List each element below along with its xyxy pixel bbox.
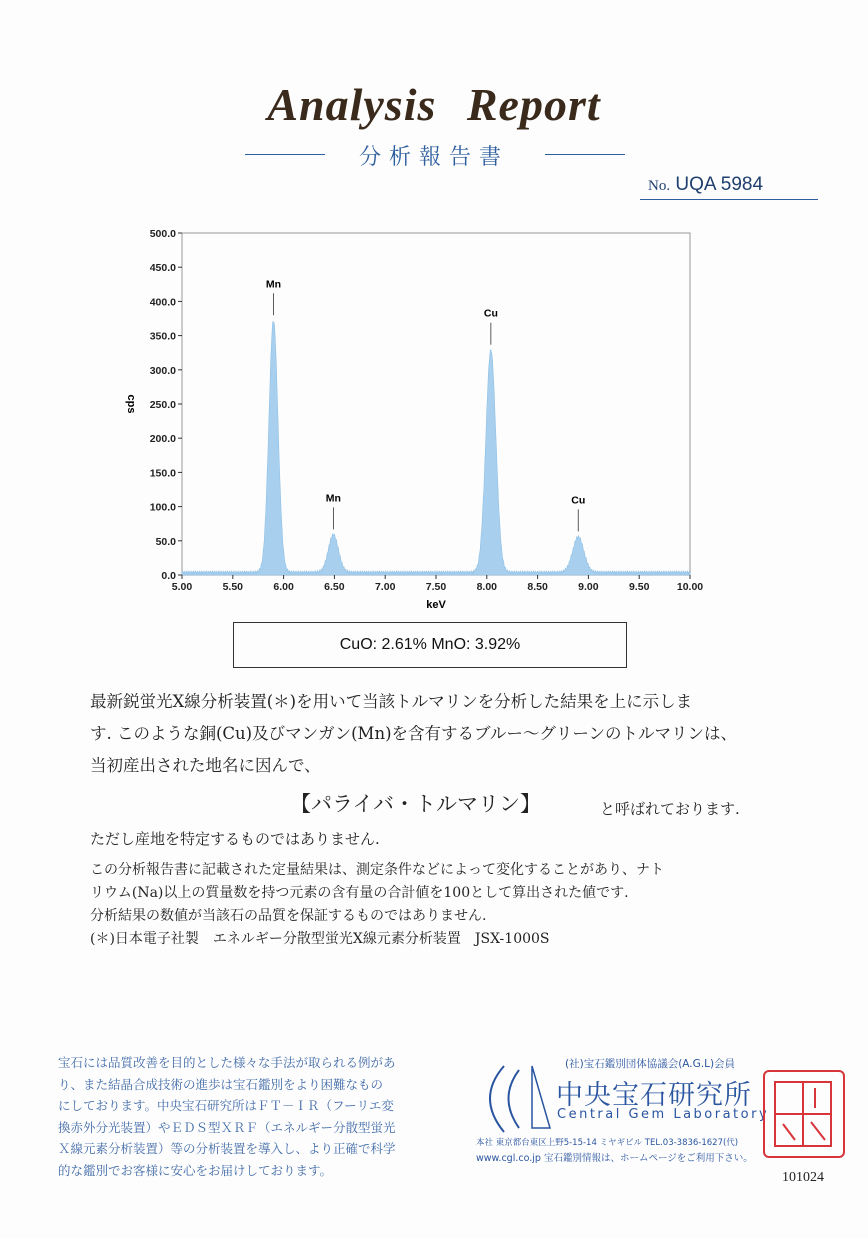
- spectrum-chart: [120, 220, 720, 620]
- y-tick-label: 250.0: [149, 399, 176, 411]
- gem-name: 【パライバ・トルマリン】: [290, 792, 541, 816]
- peak-label: Cu: [571, 494, 586, 507]
- notice-line: 換赤外分光装置）やＥＤＳ型ＸＲＦ（エネルギー分散型蛍光: [58, 1119, 396, 1135]
- y-axis-label: cps: [125, 394, 137, 414]
- cgl-logo-icon: [474, 1058, 554, 1138]
- body-text: 最新鋭蛍光X線分析装置(＊)を用いて当該トルマリンを分析した結果を上に示しま: [90, 692, 693, 711]
- x-tick-label: 5.50: [222, 581, 244, 593]
- lab-name-en: Central Gem Laboratory: [557, 1107, 770, 1122]
- x-tick-label: 8.50: [527, 581, 548, 593]
- x-tick-label: 7.00: [374, 581, 396, 593]
- x-tick-label: 10.00: [676, 581, 704, 593]
- y-tick-label: 200.0: [149, 433, 176, 446]
- footer-notice: [58, 1052, 396, 1181]
- x-tick-label: 7.50: [425, 581, 447, 593]
- y-tick-label: 400.0: [149, 296, 176, 309]
- y-tick-label: 350.0: [149, 330, 176, 343]
- body-text: ただし産地を特定するものではありません.: [90, 830, 380, 848]
- y-tick-label: 450.0: [149, 262, 176, 275]
- divider: [545, 154, 625, 155]
- y-tick-label: 0.0: [161, 570, 176, 582]
- spectrum-area: [182, 322, 690, 576]
- note-text: リウム(Na)以上の質量数を持つ元素の含有量の合計値を100として算出された値です.: [90, 885, 629, 901]
- x-tick-label: 6.00: [273, 581, 294, 593]
- number-prefix: No.: [648, 178, 671, 194]
- number-value: UQA 5984: [675, 174, 764, 195]
- x-tick-label: 8.00: [476, 581, 498, 593]
- note-text: (＊)日本電子社製 エネルギー分散型蛍光X線元素分析装置 JSX-1000S: [90, 931, 550, 947]
- x-tick-label: 6.50: [324, 581, 345, 593]
- y-tick-label: 300.0: [149, 364, 176, 377]
- peak-label: Mn: [265, 278, 282, 291]
- note-text: この分析報告書に記載された定量結果は、測定条件などによって変化することがあり、ナト: [90, 862, 664, 878]
- serial-number: 101024: [782, 1170, 824, 1185]
- divider: [640, 199, 818, 200]
- body-text: 当初産出された地名に因んで、: [90, 756, 321, 775]
- y-tick-label: 500.0: [149, 228, 176, 240]
- notice-line: Ｘ線元素分析装置）等の分析装置を導入し、より正確で科学: [58, 1141, 396, 1156]
- report-title: Analysis Report: [267, 79, 601, 130]
- notice-line: にしております。中央宝石研究所はＦＴ－ＩＲ（フーリエ変: [58, 1098, 394, 1113]
- notice-line: 的な鑑別でお客様に安心をお届けしております。: [58, 1162, 333, 1178]
- report-number: [648, 174, 763, 196]
- body-text: と呼ばれております.: [600, 800, 740, 818]
- red-seal-stamp: [763, 1070, 845, 1158]
- y-tick-label: 100.0: [149, 501, 176, 514]
- peak-label: Cu: [483, 307, 498, 320]
- plot-frame: [182, 233, 690, 575]
- y-tick-label: 150.0: [149, 467, 176, 480]
- body-text: す. このような銅(Cu)及びマンガン(Mn)を含有するブルー～グリーンのトルマリンは、: [90, 724, 738, 743]
- x-tick-label: 5.00: [171, 581, 193, 593]
- x-axis-label: keV: [426, 599, 446, 611]
- website: www.cgl.co.jp 宝石鑑別情報は、ホームページをご利用下さい。: [476, 1153, 753, 1164]
- address: 本社 東京都台東区上野5-15-14 ミヤギビル TEL.03-3836-1627(代): [476, 1138, 739, 1148]
- notice-line: 宝石には品質改善を目的とした様々な手法が取られる例があ: [58, 1055, 396, 1070]
- x-tick-label: 9.50: [628, 581, 650, 593]
- agl-member: (社)宝石鑑別団体協議会(A.G.L)会員: [565, 1058, 736, 1070]
- note-text: 分析結果の数値が当該石の品質を保証するものではありません.: [90, 908, 487, 924]
- result-box: CuO: 2.61% MnO: 3.92%: [233, 622, 627, 668]
- x-tick-label: 9.00: [578, 581, 599, 593]
- y-tick-label: 50.0: [155, 535, 176, 548]
- lab-name-jp: 中央宝石研究所: [556, 1080, 752, 1111]
- notice-line: り、また結晶合成技術の進歩は宝石鑑別をより困難なもの: [58, 1076, 384, 1092]
- peak-label: Mn: [325, 492, 341, 505]
- report-subtitle: 分析報告書: [358, 145, 509, 170]
